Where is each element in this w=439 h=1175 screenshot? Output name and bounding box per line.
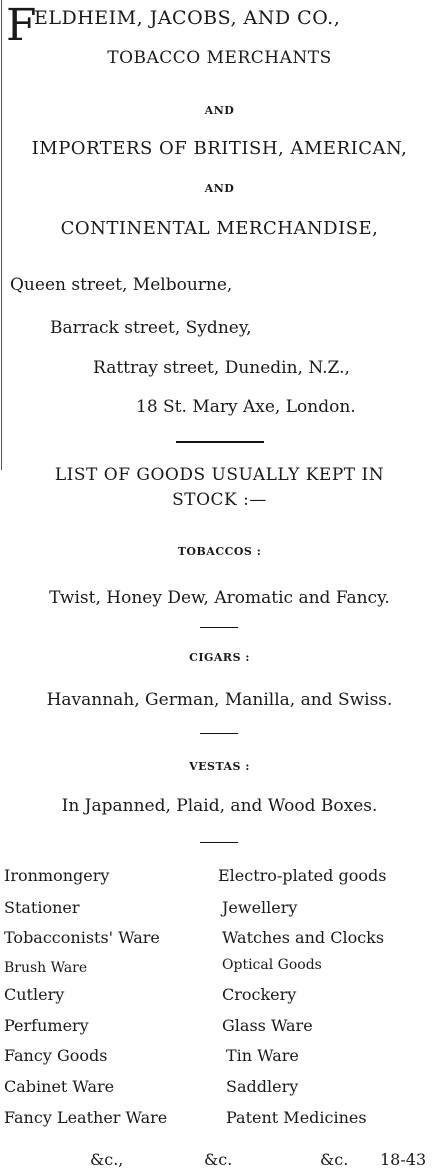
- goods-right-0: Electro-plated goods: [218, 866, 387, 885]
- goods-left-7: Cabinet Ware: [4, 1077, 115, 1096]
- footer-etc-2: &c.: [204, 1150, 233, 1169]
- goods-left-3: Brush Ware: [4, 960, 88, 976]
- tobaccos-text: Twist, Honey Dew, Aromatic and Fancy.: [49, 588, 390, 608]
- goods-left-0: Ironmongery: [4, 866, 110, 885]
- importers-line: IMPORTERS OF BRITISH, AMERICAN,: [31, 138, 408, 159]
- list-heading-line2: STOCK :—: [172, 490, 267, 510]
- goods-left-8: Fancy Leather Ware: [4, 1108, 168, 1127]
- tobaccos-label: TOBACCOS :: [177, 545, 262, 558]
- divider-rule-4: [200, 842, 238, 843]
- divider-rule-1: [176, 441, 264, 443]
- goods-right-2: Watches and Clocks: [222, 928, 385, 947]
- address-sydney: Barrack street, Sydney,: [50, 318, 252, 338]
- goods-left-4: Cutlery: [4, 985, 65, 1004]
- vestas-text: In Japanned, Plaid, and Wood Boxes.: [61, 796, 378, 816]
- vestas-label: VESTAS :: [189, 760, 250, 773]
- and-connector-2: AND: [204, 182, 235, 195]
- goods-right-6: Tin Ware: [226, 1046, 299, 1065]
- footer-etc-1: &c.,: [90, 1150, 124, 1169]
- goods-right-8: Patent Medicines: [226, 1108, 367, 1127]
- goods-right-3: Optical Goods: [222, 957, 322, 973]
- cigars-label: CIGARS :: [189, 651, 250, 664]
- footer-etc-3: &c.: [320, 1150, 349, 1169]
- goods-right-1: Jewellery: [222, 898, 298, 917]
- goods-left-5: Perfumery: [4, 1016, 89, 1035]
- divider-rule-2: [200, 627, 238, 628]
- continental-line: CONTINENTAL MERCHANDISE,: [60, 218, 379, 239]
- company-name-rest: ELDHEIM, JACOBS, AND CO.,: [34, 7, 341, 29]
- and-connector-1: AND: [204, 104, 235, 117]
- goods-right-5: Glass Ware: [222, 1016, 313, 1035]
- divider-rule-3: [200, 733, 238, 734]
- goods-right-7: Saddlery: [226, 1077, 299, 1096]
- goods-left-1: Stationer: [4, 898, 80, 917]
- address-london: 18 St. Mary Axe, London.: [136, 397, 356, 417]
- dropcap-letter: F: [6, 0, 38, 51]
- cigars-text: Havannah, German, Manilla, and Swiss.: [46, 690, 393, 710]
- address-melbourne: Queen street, Melbourne,: [10, 275, 233, 295]
- list-heading-line1: LIST OF GOODS USUALLY KEPT IN: [54, 465, 385, 485]
- tobacco-merchants-line: TOBACCO MERCHANTS: [107, 48, 332, 68]
- footer-reference: 18-43: [380, 1150, 427, 1169]
- goods-left-2: Tobacconists' Ware: [4, 928, 160, 947]
- goods-left-6: Fancy Goods: [4, 1046, 108, 1065]
- address-dunedin: Rattray street, Dunedin, N.Z.,: [93, 358, 350, 378]
- goods-right-4: Crockery: [222, 985, 297, 1004]
